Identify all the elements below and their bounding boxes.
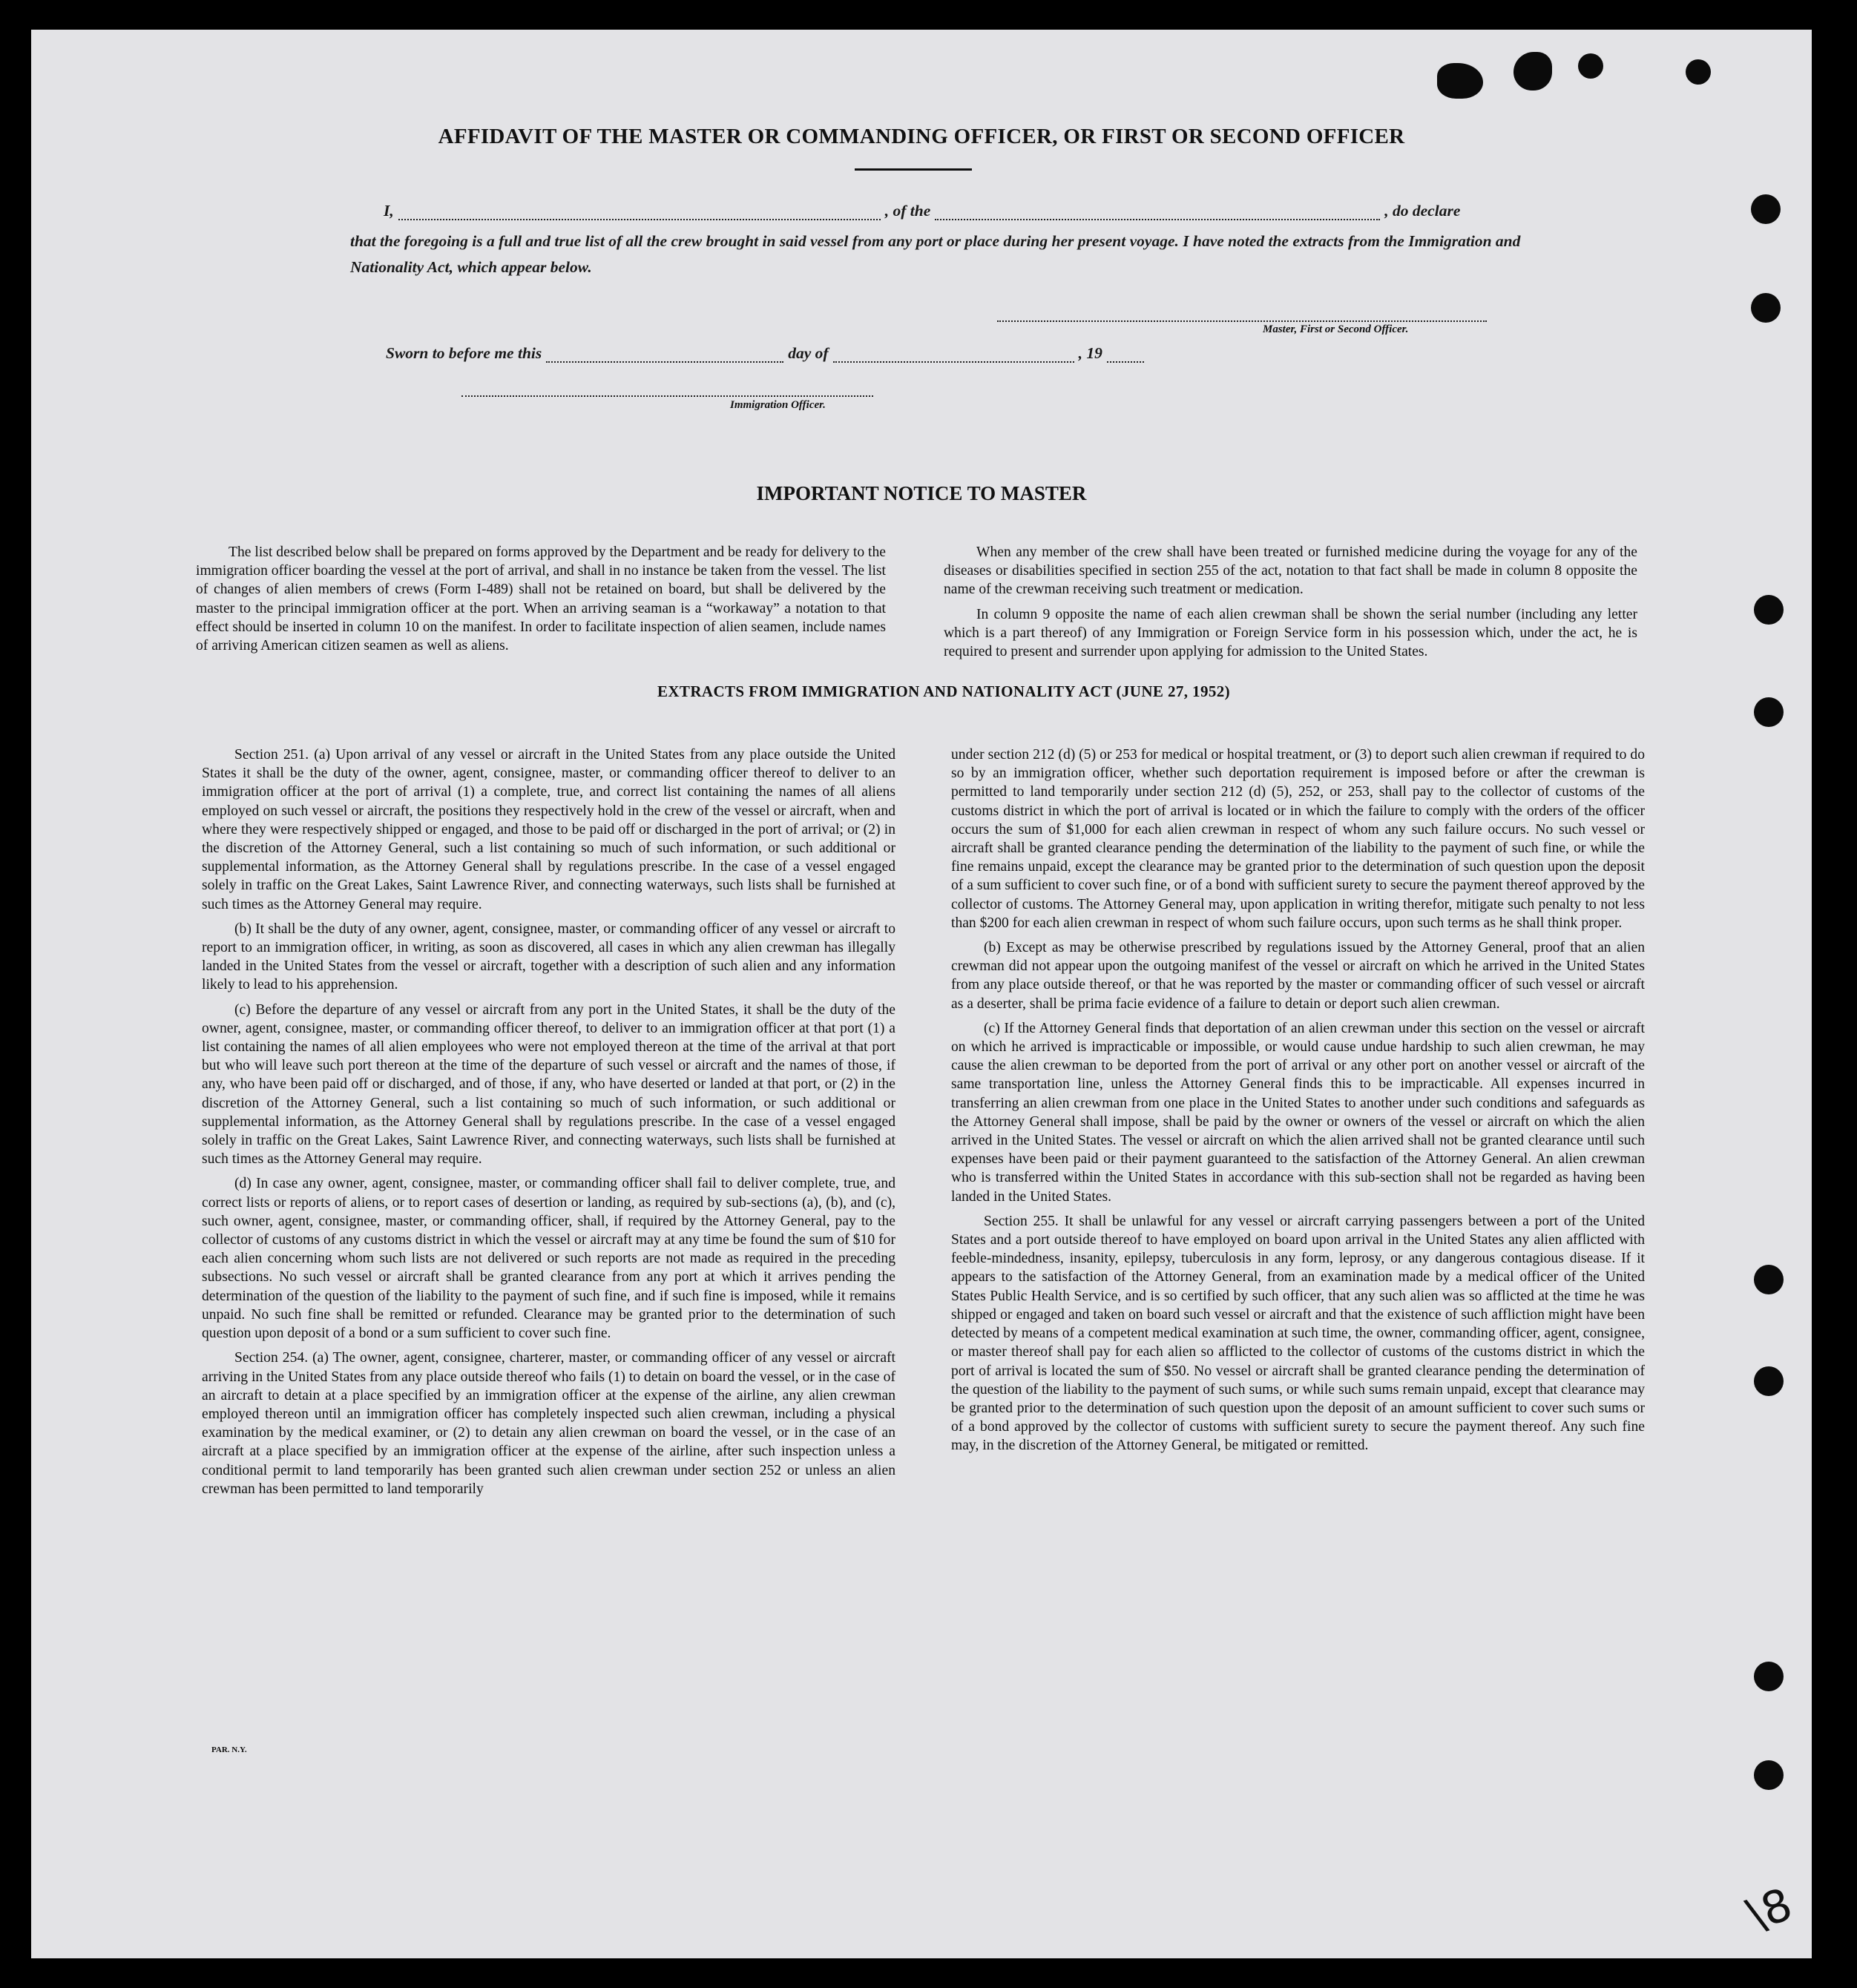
sworn-year-field[interactable] (1107, 349, 1144, 363)
extracts-right-column (951, 746, 1645, 1461)
sworn-line (386, 344, 1276, 363)
punch-hole (1754, 1265, 1784, 1294)
notice-paragraph: When any member of the crew shall have been treated or furnished medicine during the voyage for any of the diseases or disabilities specified in section 255 of the act, notation to that fact shall be made in column 8 opposite the name of the crewman receiving such treatment or medication. (944, 544, 1637, 598)
section-254c: (c) If the Attorney General finds that deportation of an alien crewman under this section on the vessel or aircraft on which he arrived is impracticable or impossible, or would cause undue hardship to such alien crewman, he may cause the alien crewman to be deported from the port of arrival or any other port on another vessel or aircraft of the same transportation line, unless the Attorney General finds this to be impracticable. All expenses incurred in transferring an alien crewman from one place in the United States to another under such conditions and safeguards as the Attorney General shall impose, shall be paid by the owner or owners of the vessel or aircraft on which the alien arrived in the United States. The vessel or aircraft on which the alien arrived shall not be granted clearance until such expenses have been paid or their payment guaranteed to the satisfaction of the Attorney General. An alien crewman who is transferred within the United States in accordance with this sub-section shall not be regarded as having been landed in the United States. (951, 1020, 1645, 1205)
do-declare-label: , do declare (1384, 202, 1461, 220)
notice-paragraph: In column 9 opposite the name of each alien crewman shall be shown the serial number (including any letter which is a part thereof) of any Immigration or Foreign Service form in his possession which, under the act, he is required to present and surrender upon applying for admission to the United States. (944, 606, 1637, 660)
punch-hole (1754, 595, 1784, 625)
sworn-label: Sworn to before me this (386, 344, 542, 362)
section-254b: (b) Except as may be otherwise prescribed by regulations issued by the Attorney General, proof that an alien crewman did not appear upon the outgoing manifest of the vessel or aircraft on which he arrived in the United States from any place outside thereof, or that he was reported by the master or commanding officer of such vessel or aircraft as a deserter, shall be prima facie evidence of a failure to detain or deport such alien crewman. (951, 940, 1645, 1012)
punch-hole (1754, 697, 1784, 727)
immigration-officer-label: Immigration Officer. (730, 399, 826, 411)
section-255: Section 255. It shall be unlawful for any vessel or aircraft carrying passengers between a port of the United States and a port outside thereof to have employed on board upon arrival in the United States any alien afflicted with feeble-mindedness, insanity, epilepsy, tuberculosis in any form, leprosy, or any dangerous contagious disease. If it appears to the satisfaction of the Attorney General, from an examination made by a medical officer of the United States Public Health Service, and is so certified by such officer, that any such alien was so afflicted at the time he was shipped or engaged and taken on board such vessel or aircraft and that the existence of such affliction might have been detected by means of a competent medical examination at such time, the owner, commanding officer, agent, consignee, or master thereof shall pay for each alien so afflicted to the collector of customs of the customs district in which the port of arrival is located the sum of $50. No vessel or aircraft shall be granted clearance pending the determination of the question of the liability to the payment of such sums, or while such sums remain unpaid, except that clearance may be granted prior to the determination of such question upon the deposit of an amount sufficient to cover such sums or of a bond approved by the collector of customs with sufficient surety to secure the payment thereof. Any such fine may, in the discretion of the Attorney General, be mitigated or remitted. (951, 1213, 1645, 1454)
day-of-label: day of (788, 344, 829, 362)
i-label: I, (384, 202, 394, 220)
handwritten-page-mark: \8 (1740, 1878, 1799, 1942)
extracts-left-column (202, 746, 895, 1504)
name-field[interactable] (398, 205, 881, 220)
master-signature-field[interactable] (997, 320, 1487, 322)
extracts-title: EXTRACTS FROM IMMIGRATION AND NATIONALITY ACT (JUNE 27, 1952) (657, 682, 1231, 700)
punch-hole (1754, 1366, 1784, 1396)
of-the-label: , of the (884, 202, 931, 220)
section-251a: Section 251. (a) Upon arrival of any vessel or aircraft in the United States from any place outside the United States it shall be the duty of the owner, agent, consignee, master, or commanding officer thereof to deliver to an immigration officer at the port of arrival (1) a complete, true, and correct list containing the names of all aliens employed on such vessel or aircraft, the positions they respectively hold in the crew of the vessel or aircraft, when and where they were respectively shipped or engaged, and those to be paid off or discharged in the port of arrival; or (2) in the discretion of the Attorney General, such a list containing so much of such information, or such additional or supplemental information, as the Attorney General shall by regulations prescribe. In the case of a vessel engaged solely in traffic on the Great Lakes, Saint Lawrence River, and connecting waterways, such lists shall be furnished at such times as the Attorney General may require. (202, 747, 895, 912)
declaration-line (384, 202, 1548, 220)
printer-mark: PAR. N.Y. (211, 1745, 247, 1754)
affidavit-title: AFFIDAVIT OF THE MASTER OR COMMANDING OFFICER, OR FIRST OR SECOND OFFICER (438, 125, 1405, 148)
immigration-officer-signature-field[interactable] (461, 395, 873, 397)
declaration-text: that the foregoing is a full and true list of all the crew brought in said vessel from any port or place during her present voyage. I have noted the extracts from the Immigration and Nationality Act, which appear below. (350, 232, 1521, 276)
torn-hole-2 (1513, 52, 1552, 90)
torn-hole-1 (1437, 63, 1483, 99)
year-label: , 19 (1078, 344, 1102, 362)
sworn-month-field[interactable] (833, 349, 1074, 363)
section-254a: Section 254. (a) The owner, agent, consignee, charterer, master, or commanding officer of any vessel or aircraft arriving in the United States from any place outside thereof who fails (1) to detain on board the vessel, or in the case of an aircraft to detain at a place specified by an immigration officer at the expense of the airline, any alien crewman employed thereon until an immigration officer has completely inspected such alien crewman, including a physical examination by the medical examiner, or (2) to detain any alien crewman on board the vessel, or in the case of an aircraft at a place specified by an immigration officer at the expense of the airline, after such inspection unless a conditional permit to land temporarily has been granted such alien crewman under section 252 or unless an alien crewman has been permitted to land temporarily (202, 1350, 895, 1497)
notice-title: IMPORTANT NOTICE TO MASTER (756, 482, 1087, 504)
punch-hole (1754, 1760, 1784, 1790)
master-signature-label: Master, First or Second Officer. (1263, 323, 1409, 335)
punch-hole (1686, 59, 1711, 85)
punch-hole (1578, 53, 1603, 79)
section-254a-continued: under section 212 (d) (5) or 253 for medical or hospital treatment, or (3) to deport such alien crewman if required to do so by an immigration officer, whether such deportation requirement is imposed before or after the crewman is permitted to land temporarily under section 212 (d) (5), 252, or 253, shall pay to the collector of customs of the customs district in which the port of arrival is located or in which the failure to comply with the orders of the officer occurs the sum of $1,000 for each alien crewman in respect of whom any such failure occurs. No such vessel or aircraft shall be granted clearance pending the determination of the liability to the payment of such fine, or while the fine remains unpaid, except the clearance may be granted prior to the determination of such question upon the deposit of a sum sufficient to cover such fine, or of a bond with sufficient surety to secure the payment thereof approved by the collector of customs. The Attorney General may, upon application in writing therefor, mitigate such penalty to not less than $200 for each alien crewman in respect of whom such failure occurs, upon such terms as he shall think proper. (951, 747, 1645, 931)
sworn-day-field[interactable] (546, 349, 783, 363)
notice-right-column (944, 543, 1637, 667)
notice-paragraph: The list described below shall be prepared on forms approved by the Department and be ready for delivery to the immigration officer boarding the vessel at the port of arrival, and shall in no instance be taken from the vessel. The list of changes of alien members of crews (Form I-489) shall not be retained on board, but shall be delivered by the master to the principal immigration officer at the port. When an arriving seaman is a “workaway” a notation to that effect should be inserted in column 10 on the manifest. In order to facilitate inspection of alien seamen, include names of arriving American citizen seamen as well as aliens. (196, 544, 886, 654)
section-251d: (d) In case any owner, agent, consignee, master, or commanding officer shall fail to deliver complete, true, and correct lists or reports of aliens, or to report cases of desertion or landing, as required by sub-sections (a), (b), and (c), such owner, agent, consignee, master, or commanding officer, shall, if required by the Attorney General, pay to the collector of customs of any customs district in which the vessel or aircraft may at any time be found the sum of $10 for each alien concerning whom such lists are not delivered or such reports are not made as required in the preceding subsections. No such vessel or aircraft shall be granted clearance from any port at which it arrives pending the determination of the question of the liability to the payment of such fine, and if such fine is imposed, while it remains unpaid. No such fine shall be remitted or refunded. Clearance may be granted prior to the determination of such question upon deposit of a bond or a sum sufficient to cover such fine. (202, 1176, 895, 1342)
notice-left-column (196, 543, 886, 661)
vessel-field[interactable] (935, 205, 1380, 220)
section-251c: (c) Before the departure of any vessel or aircraft from any port in the United States, it shall be the duty of the owner, agent, consignee, master, or commanding officer thereof, to deliver to an immigration officer at that port (1) a list containing the names of all alien employees who were not employed thereon at the time of the arrival at that port but who will leave such port thereon at the time of the departure of such vessel or aircraft and the names of those, if any, who have been paid off or discharged, and of those, if any, who have deserted or landed at that port, or (2) in the discretion of the Attorney General, such a list containing so much of such information, or such additional or supplemental information, as the Attorney General shall by regulations prescribe. In the case of a vessel engaged solely in traffic on the Great Lakes, Saint Lawrence River, and connecting waterways, such lists shall be furnished at such times as the Attorney General may require. (202, 1001, 895, 1168)
section-251b: (b) It shall be the duty of any owner, agent, consignee, master, or commanding officer of any vessel or aircraft to report to an immigration officer, in writing, as soon as discovered, all cases in which any alien crewman has illegally landed in the United States from the vessel or aircraft, together with a description of such alien and any information likely to lead to his apprehension. (202, 921, 895, 993)
title-rule (855, 168, 972, 171)
punch-hole (1751, 293, 1781, 323)
punch-hole (1751, 194, 1781, 224)
document-page (31, 30, 1812, 1958)
punch-hole (1754, 1662, 1784, 1691)
